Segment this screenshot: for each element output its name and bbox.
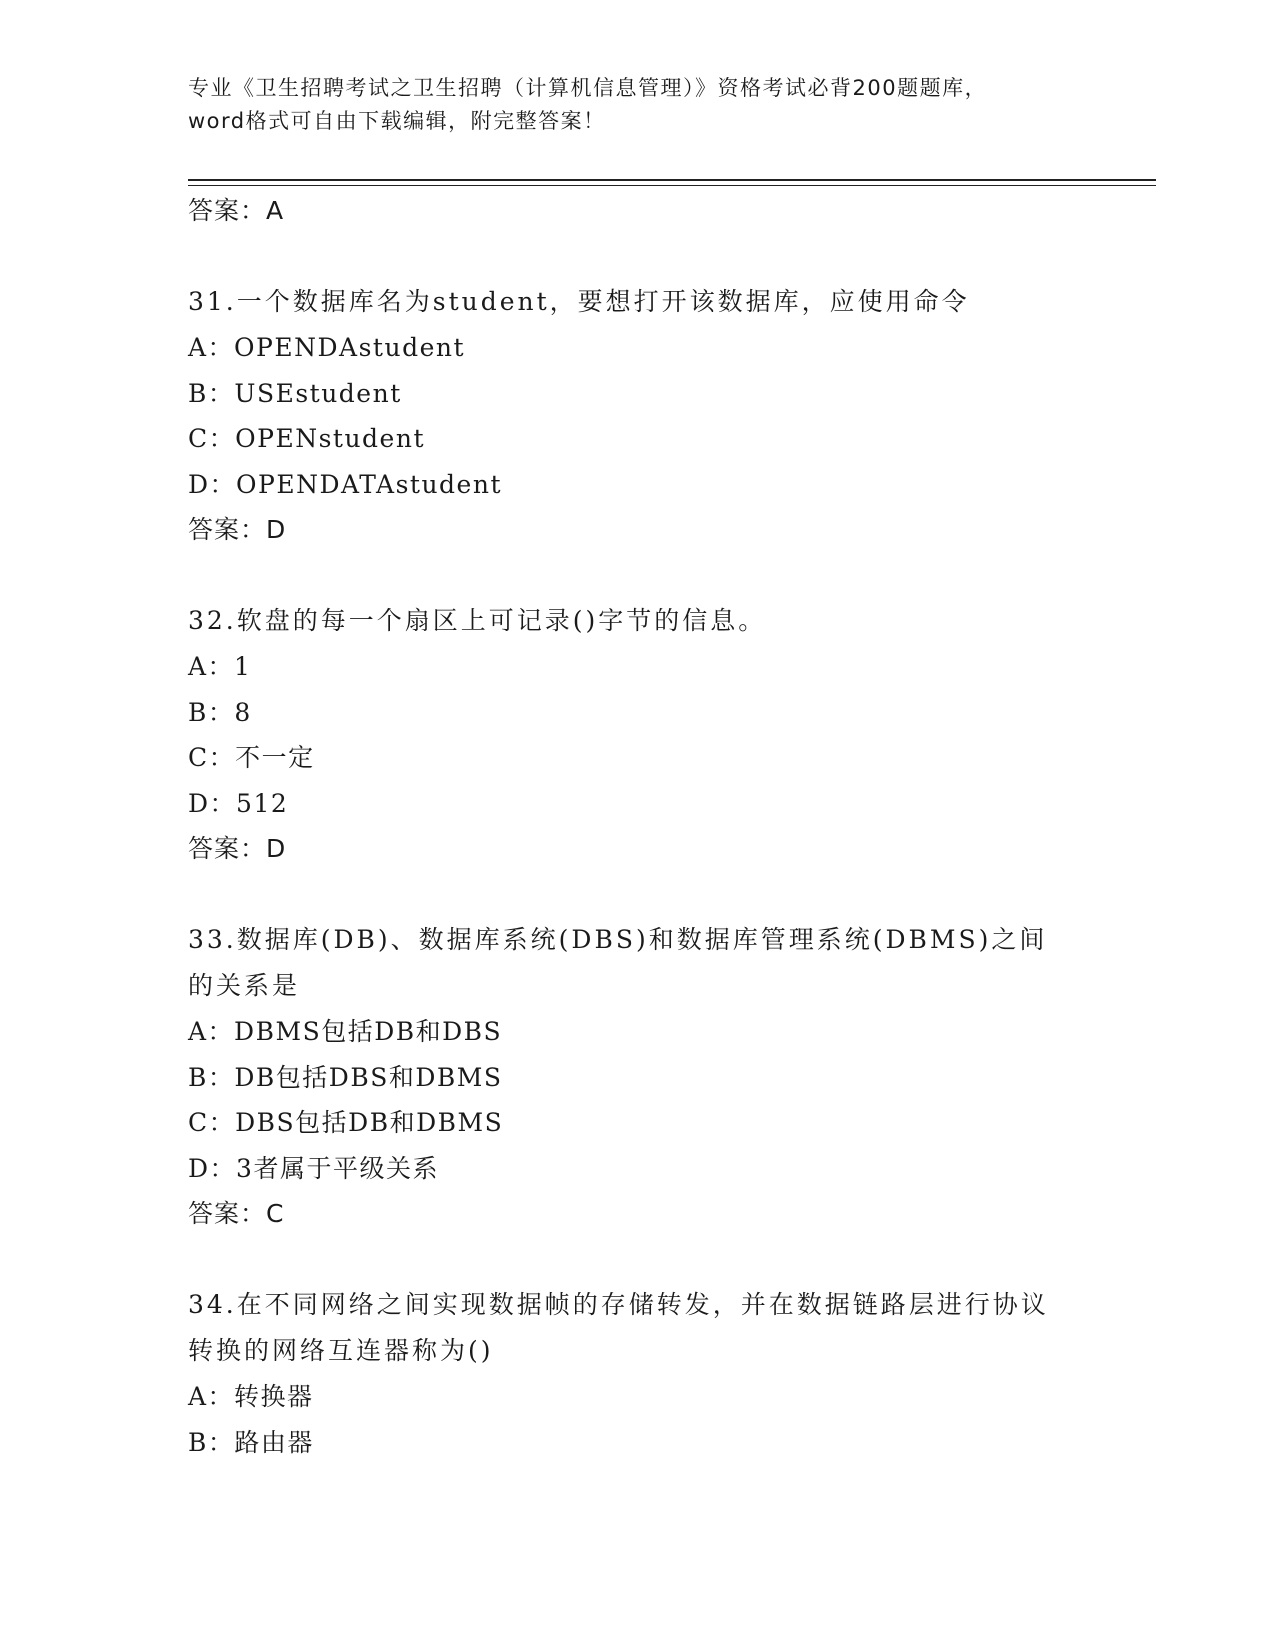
option-a: A：OPENDAstudent — [188, 333, 466, 362]
question-block — [188, 279, 1088, 553]
question-block — [188, 1282, 1088, 1465]
option-a: A：1 — [188, 652, 252, 681]
option-b: B：USEstudent — [188, 378, 402, 408]
question-list — [188, 188, 1088, 1465]
question-text: 33.数据库(DB)、数据库系统(DBS)和数据库管理系统(DBMS)之间的关系是 — [188, 925, 1048, 1000]
option-c: C：OPENstudent — [188, 424, 425, 453]
option-a: A：转换器 — [188, 1382, 314, 1411]
option-c: C：不一定 — [188, 743, 315, 772]
header-rule-thick — [188, 179, 1156, 181]
answer-line: 答案：A — [188, 196, 285, 225]
answer-line: 答案：C — [188, 1199, 285, 1228]
header-rule-thin — [188, 185, 1156, 186]
question-block — [188, 917, 1088, 1237]
option-d: D：512 — [188, 788, 289, 818]
option-a: A：DBMS包括DB和DBS — [188, 1017, 503, 1046]
question-text: 34.在不同网络之间实现数据帧的存储转发，并在数据链路层进行协议转换的网络互连器称为() — [188, 1290, 1049, 1365]
header-line-2: word格式可自由下载编辑，附完整答案！ — [188, 109, 606, 133]
option-d: D：OPENDATAstudent — [188, 469, 503, 499]
answer-line: 答案：D — [188, 834, 287, 863]
question-text: 32.软盘的每一个扇区上可记录()字节的信息。 — [188, 606, 767, 635]
option-b: B：8 — [188, 697, 252, 727]
option-d: D：3者属于平级关系 — [188, 1153, 439, 1183]
header-line-1: 专业《卫生招聘考试之卫生招聘（计算机信息管理）》资格考试必背200题题库， — [188, 76, 988, 100]
question-text: 31.一个数据库名为student，要想打开该数据库，应使用命令 — [188, 287, 970, 316]
option-b: B：DB包括DBS和DBMS — [188, 1062, 503, 1092]
question-block — [188, 598, 1088, 872]
answer-line: 答案：D — [188, 515, 287, 544]
document-header — [188, 72, 1088, 138]
option-c: C：DBS包括DB和DBMS — [188, 1108, 504, 1137]
option-b: B：路由器 — [188, 1427, 314, 1457]
